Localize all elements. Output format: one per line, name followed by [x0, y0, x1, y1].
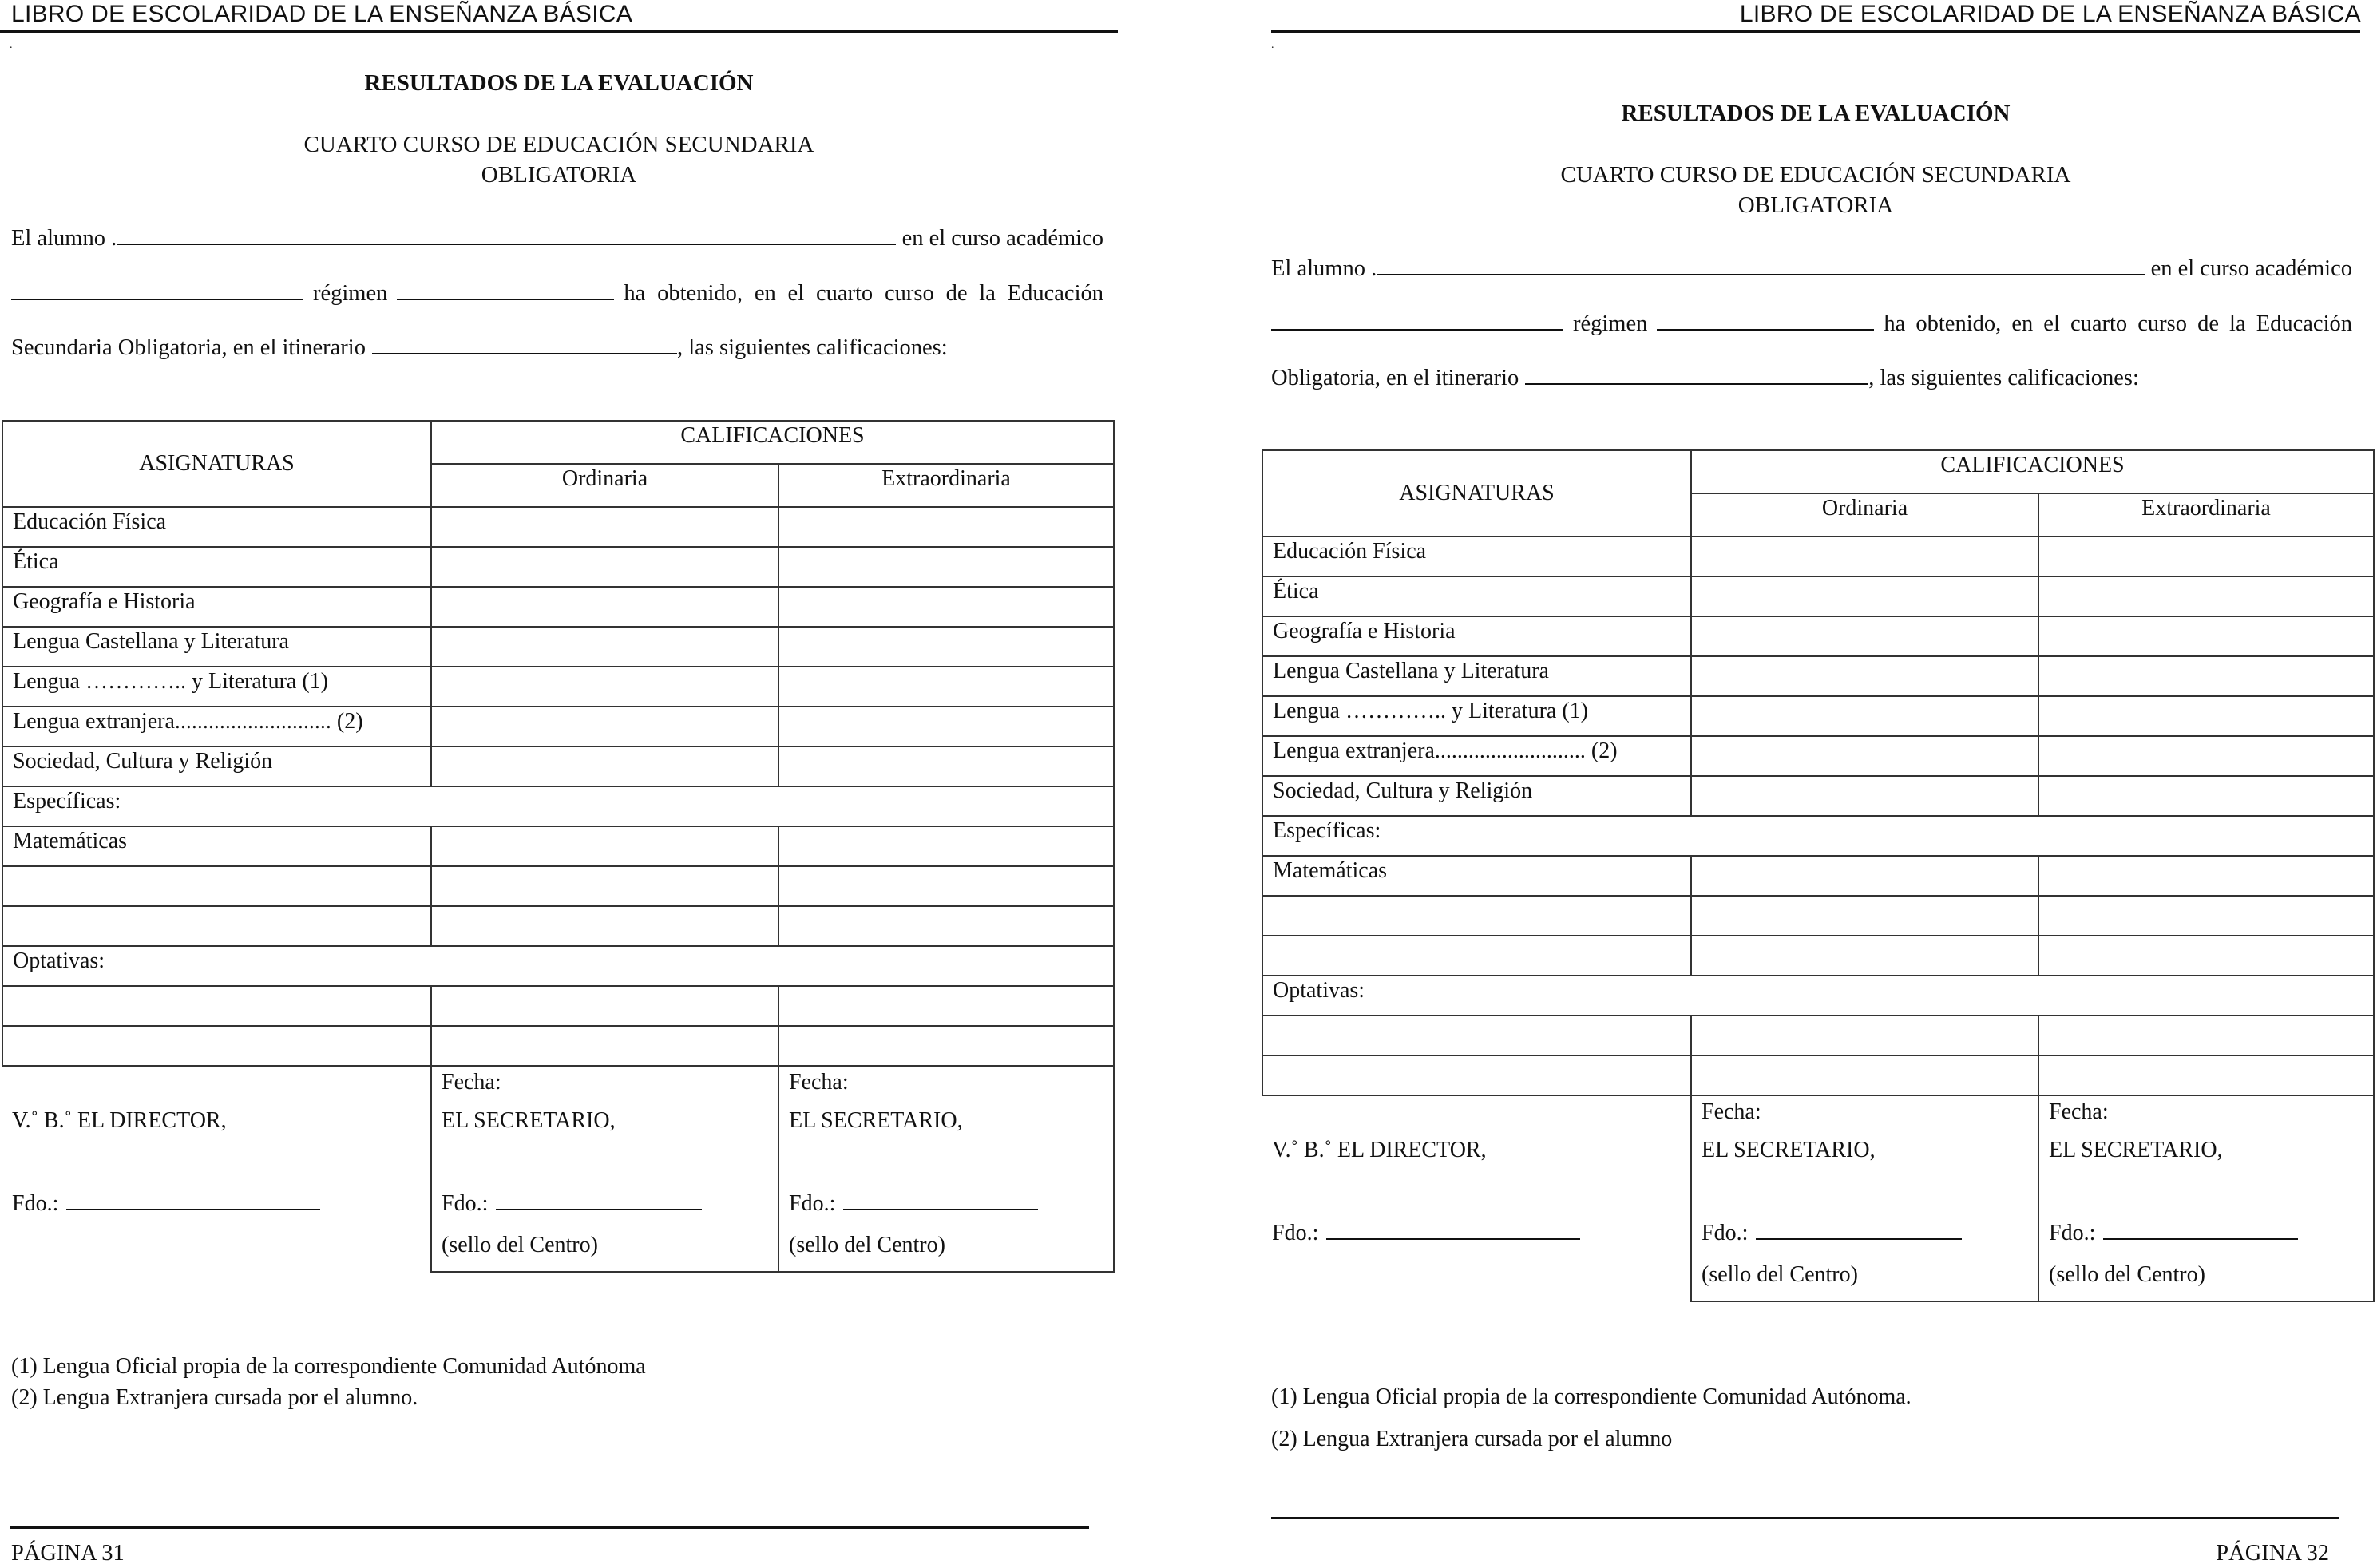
grade-cell[interactable]	[1691, 776, 2038, 816]
grade-cell[interactable]	[2038, 696, 2374, 736]
title-block	[1271, 99, 2360, 220]
left-page: LIBRO DE ESCOLARIDAD DE LA ENSEÑANZA BÁSICA . RESULTADOS DE LA EVALUACIÓN CUARTO CURSO DE EDUCACIÓN SECUNDARIA OBLIGATORIA El alumno . en el curso académico régimen ha obtenido, en el cuarto curso de la Educación Secundaria Obligatoria, en el itinerario , las siguientes calificaciones: ASIGNATURAS CALIFICACIONES Ordinaria Extraordinaria Educación Física Ética Geografía e Historia Lengua Castellana y Literatura Lengua ………….. y Literatura (1) Lengua extranjera............................ (2) Sociedad, Cultura y Religión Específicas: Matemáticas Optativas: V.˚ B.˚ EL DIRECTOR, Fdo.: Fecha: EL SECRETARIO, Fdo.: (sello del Centro) Fecha: EL SECRETARIO, Fdo.: (sello del Centro) (1) Lengua Oficial propia de la correspondiente Comunidad Autónoma (2) Lengua Extranjera cursada por el alumno. PÁGINA 31	[0, 0, 1188, 1564]
table-row	[1262, 1016, 2374, 1055]
table-row	[1262, 896, 2374, 936]
director-label: V.˚ B.˚ EL DIRECTOR,	[1272, 1138, 1487, 1162]
table-row: Sociedad, Cultura y Religión	[1262, 776, 2374, 816]
table-row: Lengua extranjera............................ (2)	[2, 707, 1114, 746]
seal-label: (sello del Centro)	[442, 1233, 598, 1257]
grade-cell[interactable]	[1691, 1016, 2038, 1055]
grade-cell[interactable]	[2038, 896, 2374, 936]
grade-cell[interactable]	[431, 547, 778, 587]
student-name-field[interactable]	[117, 224, 895, 245]
director-signature-field[interactable]	[66, 1190, 320, 1210]
section-row: Específicas:	[2, 786, 1114, 826]
date-label: Fecha:	[1702, 1099, 1761, 1124]
right-page: LIBRO DE ESCOLARIDAD DE LA ENSEÑANZA BÁSICA . RESULTADOS DE LA EVALUACIÓN CUARTO CURSO DE EDUCACIÓN SECUNDARIA OBLIGATORIA El alumno . en el curso académico régimen ha obtenido, en el cuarto curso de la Educación Obligatoria, en el itinerario , las siguientes calificaciones: ASIGNATURAS CALIFICACIONES Ordinaria Extraordinaria Educación Física Ética Geografía e Historia Lengua Castellana y Literatura Lengua ………….. y Literatura (1) Lengua extranjera........................... (2) Sociedad, Cultura y Religión Específicas: Matemáticas Optativas: V.˚ B.˚ EL DIRECTOR, Fdo.: Fecha: EL SECRETARIO, Fdo.: (sello del Centro) Fecha: EL SECRETARIO, Fdo.: (sello del Centro) (1) Lengua Oficial propia de la correspondiente Comunidad Autónoma. (2) Lengua Extranjera cursada por el alumno PÁGINA 32	[1188, 0, 2377, 1564]
table-row: Geografía e Historia	[1262, 616, 2374, 656]
page-number: PÁGINA 32	[2216, 1541, 2329, 1566]
extraordinary-header: Extraordinaria	[778, 464, 1114, 507]
grade-cell[interactable]	[1691, 616, 2038, 656]
grades-table	[1262, 449, 2375, 1302]
page-title: RESULTADOS DE LA EVALUACIÓN	[364, 70, 754, 96]
grade-cell[interactable]	[1691, 696, 2038, 736]
grades-header: CALIFICACIONES	[431, 421, 1114, 464]
extraordinary-header: Extraordinaria	[2038, 493, 2374, 537]
grade-cell[interactable]	[1691, 656, 2038, 696]
grade-cell[interactable]	[431, 746, 778, 786]
itinerary-field[interactable]	[372, 334, 677, 354]
section-row: Optativas:	[1262, 976, 2374, 1016]
grade-cell[interactable]	[778, 707, 1114, 746]
footnote-1: (1) Lengua Oficial propia de la correspondiente Comunidad Autónoma	[11, 1354, 646, 1379]
table-row: Lengua extranjera........................... (2)	[1262, 736, 2374, 776]
student-line: El alumno . en el curso académico	[1271, 256, 2352, 281]
ordinary-header: Ordinaria	[431, 464, 778, 507]
grade-cell[interactable]	[2038, 537, 2374, 576]
grade-cell[interactable]	[778, 746, 1114, 786]
secretary-signature-field[interactable]	[843, 1190, 1038, 1210]
grade-cell[interactable]	[2038, 656, 2374, 696]
course-title: CUARTO CURSO DE EDUCACIÓN SECUNDARIA	[1560, 162, 2071, 188]
grade-cell[interactable]	[431, 826, 778, 866]
regime-line: régimen ha obtenido, en el cuarto curso de la Educación	[1271, 310, 2352, 339]
table-row: Lengua Castellana y Literatura	[1262, 656, 2374, 696]
table-row	[2, 1026, 1114, 1066]
secretary-label: EL SECRETARIO,	[789, 1108, 963, 1133]
grade-cell[interactable]	[778, 906, 1114, 946]
header-rule	[0, 30, 1118, 33]
seal-label: (sello del Centro)	[789, 1233, 945, 1257]
secretary-label: EL SECRETARIO,	[2049, 1138, 2223, 1162]
section-row: Optativas:	[2, 946, 1114, 986]
academic-year-field[interactable]	[11, 279, 303, 300]
grade-cell[interactable]	[778, 1026, 1114, 1066]
section-row: Específicas:	[1262, 816, 2374, 856]
subject-cell[interactable]	[2, 986, 431, 1026]
subject-cell[interactable]	[1262, 1016, 1691, 1055]
secretary-signature-field[interactable]	[1756, 1219, 1962, 1240]
running-header: LIBRO DE ESCOLARIDAD DE LA ENSEÑANZA BÁSICA	[1739, 1, 2361, 27]
subjects-header: ASIGNATURAS	[2, 421, 431, 507]
grade-cell[interactable]	[778, 826, 1114, 866]
grade-cell[interactable]	[1691, 1055, 2038, 1095]
grade-cell[interactable]	[2038, 576, 2374, 616]
footnote-2: (2) Lengua Extranjera cursada por el alumno.	[11, 1385, 418, 1410]
grade-cell[interactable]	[1691, 896, 2038, 936]
subject-cell[interactable]	[2, 1026, 431, 1066]
grade-cell[interactable]	[778, 866, 1114, 906]
table-row: Matemáticas	[2, 826, 1114, 866]
regime-field[interactable]	[397, 279, 614, 300]
date-label: Fecha:	[442, 1070, 501, 1095]
date-label: Fecha:	[789, 1070, 849, 1095]
header-rule	[1271, 30, 2360, 33]
grade-cell[interactable]	[431, 1026, 778, 1066]
signature-row: V.˚ B.˚ EL DIRECTOR, Fdo.: Fecha: EL SECRETARIO, Fdo.: (sello del Centro) Fecha: EL SECRETARIO, Fdo.: (sello del Centro)	[1262, 1095, 2374, 1301]
seal-label: (sello del Centro)	[2049, 1262, 2205, 1287]
academic-year-field[interactable]	[1271, 310, 1563, 331]
regime-line: régimen ha obtenido, en el cuarto curso de la Educación	[11, 279, 1103, 308]
grades-table	[2, 420, 1115, 1273]
grade-cell[interactable]	[1691, 576, 2038, 616]
director-signature: Fdo.:	[12, 1190, 320, 1218]
grade-cell[interactable]	[1691, 856, 2038, 896]
grade-cell[interactable]	[1691, 537, 2038, 576]
student-line: El alumno . en el curso académico	[11, 226, 1103, 251]
itinerary-field[interactable]	[1525, 364, 1868, 385]
grade-cell[interactable]	[778, 587, 1114, 627]
table-row: Educación Física	[1262, 537, 2374, 576]
director-label: V.˚ B.˚ EL DIRECTOR,	[12, 1108, 227, 1133]
table-row: Ética	[1262, 576, 2374, 616]
grade-cell[interactable]	[431, 866, 778, 906]
subjects-header: ASIGNATURAS	[1262, 450, 1691, 537]
table-row: Matemáticas	[1262, 856, 2374, 896]
grade-cell[interactable]	[778, 986, 1114, 1026]
course-title: CUARTO CURSO DE EDUCACIÓN SECUNDARIA	[303, 132, 814, 157]
footer-rule	[10, 1526, 1089, 1529]
grade-cell[interactable]	[778, 667, 1114, 707]
director-signature: Fdo.:	[1272, 1219, 1580, 1248]
course-title-2: OBLIGATORIA	[481, 162, 637, 188]
signature-row: V.˚ B.˚ EL DIRECTOR, Fdo.: Fecha: EL SECRETARIO, Fdo.: (sello del Centro) Fecha: EL SECRETARIO, Fdo.: (sello del Centro)	[2, 1066, 1114, 1272]
secretary-label: EL SECRETARIO,	[442, 1108, 616, 1133]
grade-cell[interactable]	[2038, 936, 2374, 976]
grades-header: CALIFICACIONES	[1691, 450, 2374, 493]
grade-cell[interactable]	[2038, 616, 2374, 656]
table-row	[2, 866, 1114, 906]
date-label: Fecha:	[2049, 1099, 2109, 1124]
itinerary-line: Secundaria Obligatoria, en el itinerario , las siguientes calificaciones:	[11, 335, 948, 360]
grade-cell[interactable]	[778, 547, 1114, 587]
table-row	[2, 906, 1114, 946]
grade-cell[interactable]	[431, 507, 778, 547]
grade-cell[interactable]	[778, 627, 1114, 667]
table-row	[1262, 936, 2374, 976]
secretary-signature-field[interactable]	[496, 1190, 702, 1210]
table-row: Sociedad, Cultura y Religión	[2, 746, 1114, 786]
table-row: Geografía e Historia	[2, 587, 1114, 627]
grade-cell[interactable]	[431, 587, 778, 627]
grade-cell[interactable]	[431, 627, 778, 667]
page-number: PÁGINA 31	[11, 1541, 125, 1566]
grade-cell[interactable]	[1691, 736, 2038, 776]
subject-cell[interactable]	[2, 906, 431, 946]
running-header: LIBRO DE ESCOLARIDAD DE LA ENSEÑANZA BÁSICA	[11, 1, 633, 27]
regime-field[interactable]	[1657, 310, 1874, 331]
grade-cell[interactable]	[2038, 776, 2374, 816]
grade-cell[interactable]	[2038, 1016, 2374, 1055]
seal-label: (sello del Centro)	[1702, 1262, 1858, 1287]
table-row: Lengua ………….. y Literatura (1)	[2, 667, 1114, 707]
page-title: RESULTADOS DE LA EVALUACIÓN	[1621, 101, 2011, 126]
footer-rule	[1271, 1517, 2339, 1519]
grade-cell[interactable]	[1691, 936, 2038, 976]
secretary-signature-field[interactable]	[2103, 1219, 2298, 1240]
table-row	[1262, 1055, 2374, 1095]
course-title-2: OBLIGATORIA	[1737, 192, 1894, 218]
grade-cell[interactable]	[2038, 736, 2374, 776]
subject-cell[interactable]	[1262, 896, 1691, 936]
grade-cell[interactable]	[431, 707, 778, 746]
table-row: Lengua Castellana y Literatura	[2, 627, 1114, 667]
table-row	[2, 986, 1114, 1026]
director-signature-field[interactable]	[1326, 1219, 1580, 1240]
grade-cell[interactable]	[2038, 856, 2374, 896]
table-row: Educación Física	[2, 507, 1114, 547]
title-block	[0, 69, 1118, 190]
grade-cell[interactable]	[2038, 1055, 2374, 1095]
subject-cell[interactable]	[1262, 1055, 1691, 1095]
grade-cell[interactable]	[431, 667, 778, 707]
itinerary-line: Obligatoria, en el itinerario , las siguientes calificaciones:	[1271, 366, 2139, 390]
grade-cell[interactable]	[431, 986, 778, 1026]
secretary-label: EL SECRETARIO,	[1702, 1138, 1876, 1162]
student-name-field[interactable]	[1377, 255, 2144, 275]
ordinary-header: Ordinaria	[1691, 493, 2038, 537]
subject-cell[interactable]	[2, 866, 431, 906]
footnote-1: (1) Lengua Oficial propia de la correspondiente Comunidad Autónoma.	[1271, 1384, 1912, 1409]
footnote-2: (2) Lengua Extranjera cursada por el alumno	[1271, 1427, 1673, 1451]
table-row: Ética	[2, 547, 1114, 587]
subject-cell[interactable]	[1262, 936, 1691, 976]
grade-cell[interactable]	[778, 507, 1114, 547]
grade-cell[interactable]	[431, 906, 778, 946]
table-row: Lengua ………….. y Literatura (1)	[1262, 696, 2374, 736]
